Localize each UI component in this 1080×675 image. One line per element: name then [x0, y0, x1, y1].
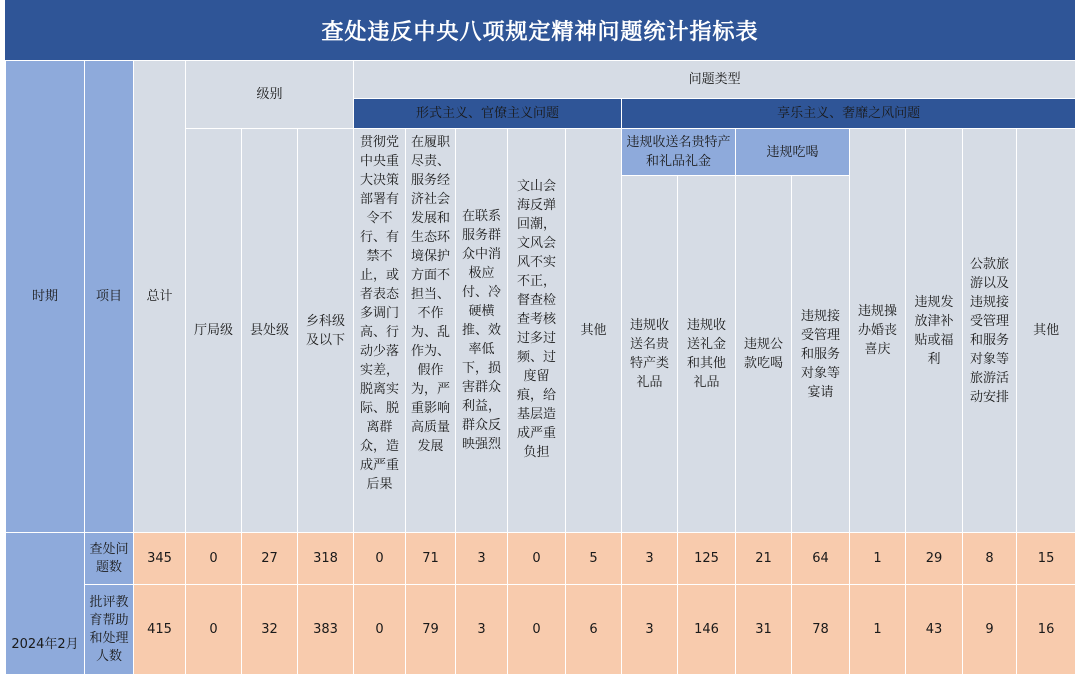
- row-label-cases: 查处问题数: [85, 533, 134, 585]
- gift-col-specialty: 违规收送名贵特产类礼品: [622, 176, 678, 533]
- formalism-col-5: 其他: [566, 129, 622, 533]
- hedonism-col-allowance: 违规发放津补贴或福利: [906, 129, 963, 533]
- gift-col-cash: 违规收送礼金和其他礼品: [678, 176, 736, 533]
- formalism-col-3: 在联系服务群众中消极应付、冷硬横推、效率低下，损害群众利益，群众反映强烈: [456, 129, 508, 533]
- problem-type-header: 问题类型: [354, 61, 1075, 99]
- statistics-table: [5, 60, 1075, 675]
- table-cell: 415: [134, 585, 186, 675]
- table-cell: 6: [566, 585, 622, 675]
- table-cell: 31: [736, 585, 792, 675]
- table-cell: 3: [456, 585, 508, 675]
- hedonism-header: 享乐主义、奢靡之风问题: [622, 99, 1075, 129]
- total-header: 总计: [134, 61, 186, 533]
- table-cell: 0: [354, 585, 406, 675]
- hedonism-col-wedding: 违规操办婚丧喜庆: [850, 129, 906, 533]
- table-cell: 79: [406, 585, 456, 675]
- statistics-sheet: [5, 0, 1075, 675]
- table-cell: 15: [1017, 533, 1075, 585]
- table-cell: 0: [186, 585, 242, 675]
- table-cell: 21: [736, 533, 792, 585]
- table-cell: 43: [906, 585, 963, 675]
- item-header: 项目: [85, 61, 134, 533]
- table-cell: 146: [678, 585, 736, 675]
- table-cell: 318: [298, 533, 354, 585]
- table-cell: 1: [850, 585, 906, 675]
- table-cell: 0: [508, 533, 566, 585]
- eat-col-banquet: 违规接受管理和服务对象等宴请: [792, 176, 850, 533]
- table-cell: 8: [963, 533, 1017, 585]
- table-cell: 29: [906, 533, 963, 585]
- table-cell: 5: [566, 533, 622, 585]
- table-cell: 64: [792, 533, 850, 585]
- table-cell: 32: [242, 585, 298, 675]
- level-col-department: 厅局级: [186, 129, 242, 533]
- period-cell: 2024年2月: [6, 533, 85, 675]
- period-header: 时期: [6, 61, 85, 533]
- table-cell: 125: [678, 533, 736, 585]
- table-cell: 0: [508, 585, 566, 675]
- hedonism-col-travel: 公款旅游以及违规接受管理和服务对象等旅游活动安排: [963, 129, 1017, 533]
- sheet-title: 查处违反中央八项规定精神问题统计指标表: [5, 0, 1075, 60]
- formalism-col-1: 贯彻党中央重大决策部署有令不行、有禁不止，或者表态多调门高、行动少落实差，脱离实际、脱离群众，造成严重后果: [354, 129, 406, 533]
- table-cell: 345: [134, 533, 186, 585]
- level-col-county: 县处级: [242, 129, 298, 533]
- table-cell: 16: [1017, 585, 1075, 675]
- table-cell: 9: [963, 585, 1017, 675]
- table-cell: 3: [622, 533, 678, 585]
- table-cell: 71: [406, 533, 456, 585]
- table-cell: 383: [298, 585, 354, 675]
- gift-group-header: 违规收送名贵特产和礼品礼金: [622, 129, 736, 176]
- formalism-col-2: 在履职尽责、服务经济社会发展和生态环境保护方面不担当、不作为、乱作为、假作为，严重影响高质量发展: [406, 129, 456, 533]
- table-cell: 78: [792, 585, 850, 675]
- table-cell: 0: [186, 533, 242, 585]
- table-cell: 27: [242, 533, 298, 585]
- eat-col-public: 违规公款吃喝: [736, 176, 792, 533]
- table-cell: 1: [850, 533, 906, 585]
- level-header: 级别: [186, 61, 354, 129]
- row-label-people: 批评教育帮助和处理人数: [85, 585, 134, 675]
- table-cell: 0: [354, 533, 406, 585]
- level-col-township: 乡科级及以下: [298, 129, 354, 533]
- table-cell: 3: [456, 533, 508, 585]
- formalism-header: 形式主义、官僚主义问题: [354, 99, 622, 129]
- eat-group-header: 违规吃喝: [736, 129, 850, 176]
- formalism-col-4: 文山会海反弹回潮，文风会风不实不正，督查检查考核过多过频、过度留痕，给基层造成严重负担: [508, 129, 566, 533]
- hedonism-col-other: 其他: [1017, 129, 1075, 533]
- table-cell: 3: [622, 585, 678, 675]
